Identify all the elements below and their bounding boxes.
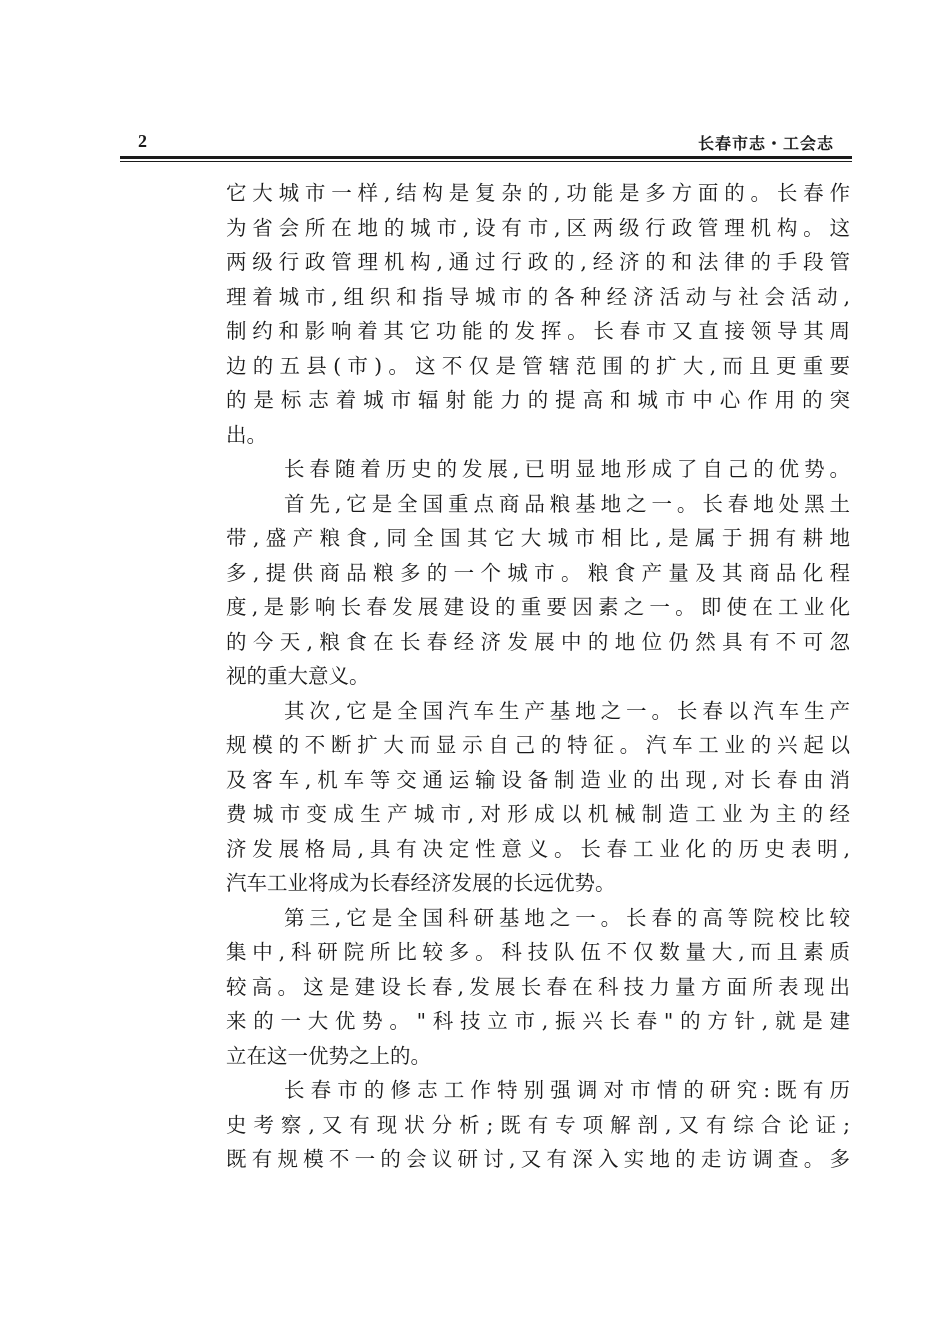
- text-line: 立在这一优势之上的。: [226, 1043, 431, 1068]
- header-rule-thin: [120, 161, 852, 162]
- text-line: 首先,它是全国重点商品粮基地之一。长春地处黑土: [284, 491, 850, 516]
- text-line: 它大城市一样,结构是复杂的,功能是多方面的。长春作: [226, 181, 850, 205]
- text-line: 视的重大意义。: [226, 664, 370, 688]
- text-line: 较高。这是建设长春,发展长春在科技力量方面所表现出: [226, 974, 850, 999]
- text-line: 边的五县(市)。这不仅是管辖范围的扩大,而且更重要: [226, 353, 850, 378]
- text-line: 济发展格局,具有决定性意义。长春工业化的历史表明,: [226, 836, 850, 861]
- text-line: 理着城市,组织和指导城市的各种经济活动与社会活动,: [226, 284, 850, 309]
- text-line: 的是标志着城市辐射能力的提高和城市中心作用的突: [226, 388, 850, 412]
- text-line: 为省会所在地的城市,设有市,区两级行政管理机构。这: [226, 215, 850, 240]
- page-number: 2: [138, 131, 147, 151]
- text-line: 制约和影响着其它功能的发挥。长春市又直接领导其周: [226, 319, 850, 343]
- text-line: 既有规模不一的会议研讨,又有深入实地的走访调查。多: [226, 1147, 850, 1171]
- text-line: 集中,科研院所比较多。科技队伍不仅数量大,而且素质: [226, 940, 850, 964]
- text-line: 的今天,粮食在长春经济发展中的地位仍然具有不可忽: [226, 629, 850, 654]
- text-line: 第三,它是全国科研基地之一。长春的高等院校比较: [284, 905, 850, 930]
- text-line: 费城市变成生产城市,对形成以机械制造工业为主的经: [226, 802, 850, 826]
- header-rule-thick: [120, 156, 852, 159]
- text-line: 两级行政管理机构,通过行政的,经济的和法律的手段管: [226, 250, 850, 274]
- text-line: 长春市的修志工作特别强调对市情的研究:既有历: [284, 1078, 850, 1102]
- text-line: 带,盛产粮食,同全国其它大城市相比,是属于拥有耕地: [226, 526, 850, 550]
- running-head: 长春市志・工会志: [697, 134, 834, 153]
- text-line: 其次,它是全国汽车生产基地之一。长春以汽车生产: [284, 698, 850, 723]
- text-line: 长春随着历史的发展,已明显地形成了自己的优势。: [284, 457, 850, 481]
- body-text: [226, 176, 850, 1177]
- text-line: 来的一大优势。"科技立市,振兴长春"的方针,就是建: [226, 1009, 850, 1033]
- text-line: 多,提供商品粮多的一个城市。粮食产量及其商品化程: [226, 560, 850, 585]
- text-line: 度,是影响长春发展建设的重要因素之一。即使在工业化: [226, 595, 850, 619]
- text-line: 史考察,又有现状分析;既有专项解剖,又有综合论证;: [226, 1112, 850, 1137]
- text-line: 汽车工业将成为长春经济发展的长远优势。: [226, 871, 616, 895]
- text-line: 出。: [226, 422, 267, 447]
- text-line: 及客车,机车等交通运输设备制造业的出现,对长春由消: [226, 767, 850, 792]
- text-line: 规模的不断扩大而显示自己的特征。汽车工业的兴起以: [226, 733, 850, 757]
